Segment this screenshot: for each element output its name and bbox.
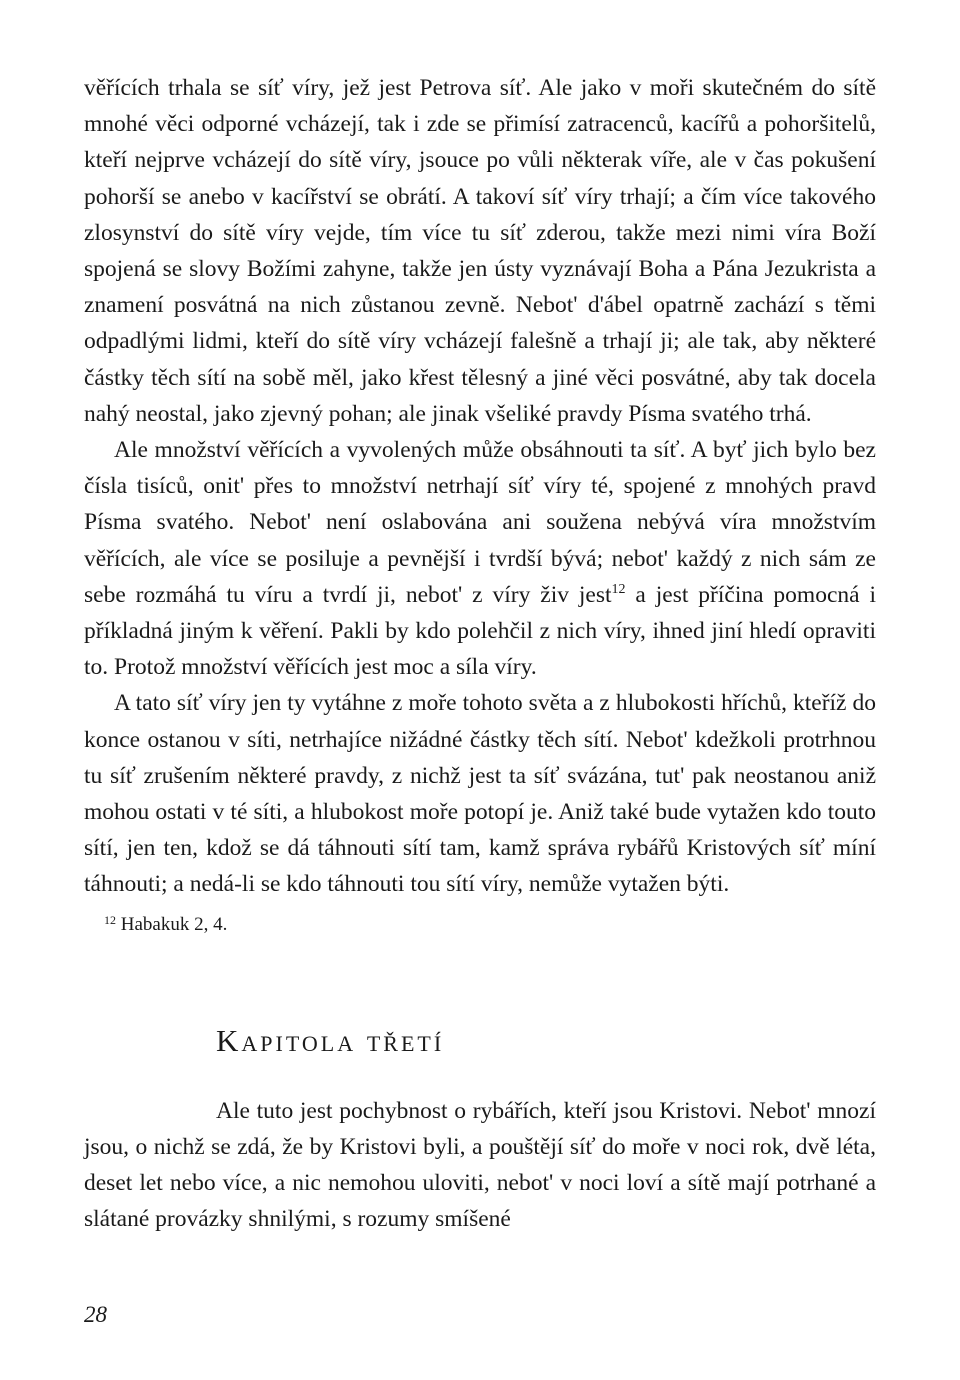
page-content bbox=[84, 70, 876, 1237]
paragraph-2-text-a: Ale množství věřících a vyvolených může obsáhnouti ta síť. A byť jich bylo bez čísla tisíců, onit' přes to množství netrhají síť víry té, spojené z mnohých pravd Písma svatého. Nebot' není oslabována ani soužena nebývá víra množstvím věřících, ale více se posiluje a pevnější i tvrdší bývá; nebot' každý z nich sám ze sebe rozmáhá tu víru a tvrdí ji, nebot' z víry živ jest bbox=[84, 437, 876, 608]
footnote-number: 12 bbox=[104, 912, 116, 927]
page-number: 28 bbox=[84, 1302, 107, 1327]
chapter-body bbox=[84, 1093, 876, 1238]
footnote-text: Habakuk 2, 4. bbox=[120, 913, 228, 935]
paragraph-2-text-b: a jest příčina pomocná i příkladná jiným k věření. Pakli by kdo polehčil z nich víry, ihned jiní hledí opraviti to. Protož množství věřících jest moc a síla víry. bbox=[84, 581, 876, 681]
chapter-paragraph-1: Ale tuto jest pochybnost o rybářích, kteří jsou Kristovi. Nebot' mnozí jsou, o nichž se zdá, že by Kristovi byli, a pouštějí síť do moře v noci rok, dvě léta, deset let nebo více, a nic nemohou uloviti, nebot' v noci loví a sítě mají potrhané a slátané provázky shnilými, s rozumy smíšené bbox=[84, 1097, 876, 1233]
footnote bbox=[104, 913, 876, 937]
paragraph-2 bbox=[84, 432, 876, 685]
chapter-heading: Kapitola třetí bbox=[216, 1022, 445, 1058]
paragraph-3: A tato síť víry jen ty vytáhne z moře tohoto světa a z hlubokosti hříchů, kteříž do konce ostanou v síti, netrhajíce nižádné částky těch sítí. Nebot' kdežkoli protrhnou tu síť zrušením některé pravdy, z nichž jest ta síť svázána, tut' pak neostanou aniž mohou ostati v té síti, a hlubokost moře potopí je. Aniž také bude vytažen kdo touto sítí, jen ten, kdož se dá táhnouti sítí tam, kamž správa rybářů Kristových síť míní táhnouti; a nedá-li se kdo táhnouti tou sítí víry, nemůže vytažen býti. bbox=[84, 690, 876, 898]
footnote-reference: 12 bbox=[611, 581, 626, 597]
paragraph-1: věřících trhala se síť víry, jež jest Petrova síť. Ale jako v moři skutečném do sítě mnohé věci odporné vcházejí, tak i zde se přimísí zatracenců, kacířů a pohoršitelů, kteří nejprve vcházejí do sítě víry, jsouce po vůli některak víře, ale v čas pokušení pohorší se anebo v kacířství se obrátí. A takoví síť víry trhají; a čím více takového zlosynství do sítě víry vejde, tím více tu síť zderou, takže mezi nimi víra Boží spojená se slovy Božími zahyne, takže jen ústy vyznávají Boha a Pána Jezukrista a znamení posvátná na nich zůstanou zevně. Nebot' d'ábel opatrně zachází s těmi odpadlými lidmi, kteří do sítě víry vcházejí falešně a trhají ji; ale tak, aby některé částky těch sítí na sobě měl, jako křest tělesný a jiné věci posvátné, aby tak docela nahý neostal, jako zjevný pohan; ale jinak všeliké pravdy Písma svatého trhá. bbox=[84, 75, 876, 427]
